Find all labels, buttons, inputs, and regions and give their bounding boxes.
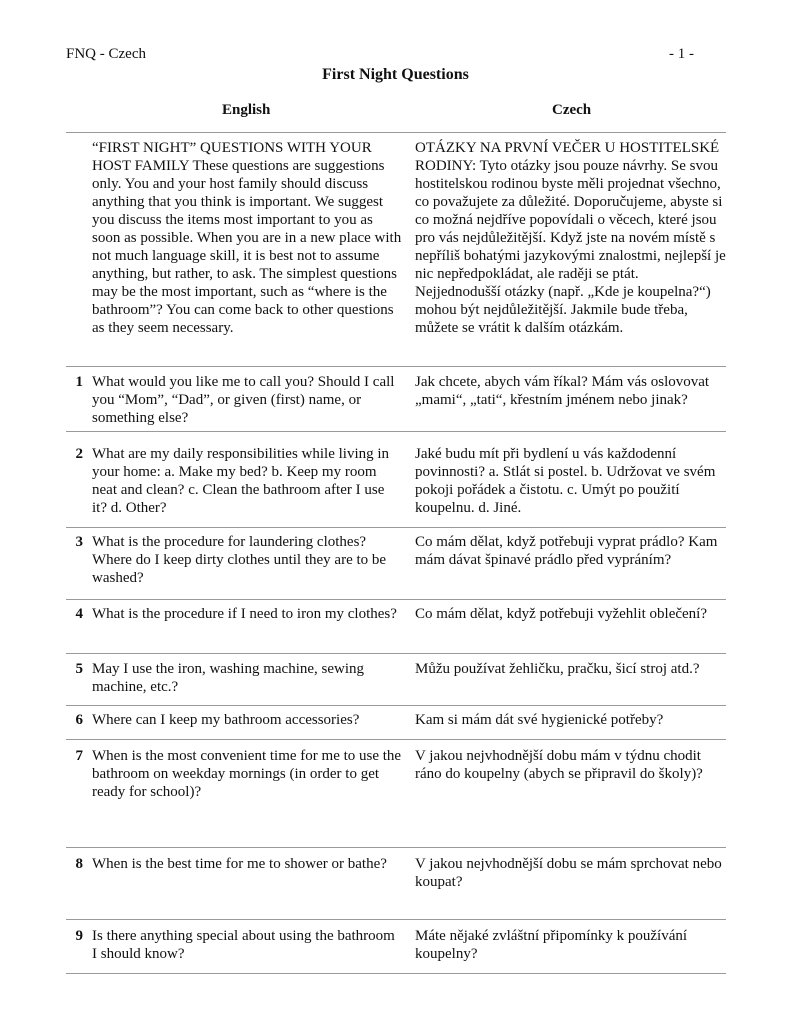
row-number: 1: [75, 374, 83, 390]
table-row-2: [66, 432, 726, 528]
table-row-8: [66, 848, 726, 920]
document-header-left: FNQ - Czech: [66, 46, 146, 62]
czech-text: Co mám dělat, když potřebuji vyžehlit oblečení?: [415, 606, 707, 622]
english-text: What are my daily responsibilities while living in your home: a. Make my bed? b. Keep my room neat and clean? c. Clean the bathroom after I use it? d. Other?: [92, 446, 390, 516]
czech-text: Můžu používat žehličku, pračku, šicí stroj atd.?: [415, 661, 700, 677]
czech-text: Máte nějaké zvláštní připomínky k používání koupelny?: [415, 928, 688, 962]
english-column-header: English: [222, 102, 271, 118]
czech-column-header: Czech: [552, 102, 592, 118]
row-number: 3: [75, 534, 83, 550]
table-row-intro: [66, 133, 726, 367]
czech-text: Co mám dělat, když potřebuji vyprat prádlo? Kam mám dávat špinavé prádlo před vypráním?: [415, 534, 718, 568]
table-row-3: [66, 528, 726, 600]
english-text: May I use the iron, washing machine, sewing machine, etc.?: [92, 661, 365, 695]
czech-text: Kam si mám dát své hygienické potřeby?: [415, 712, 664, 728]
table-row-9: [66, 920, 726, 974]
english-text: “FIRST NIGHT” QUESTIONS WITH YOUR HOST FAMILY These questions are suggestions only. You and your host family should discuss anything that you think is important. We suggest you discuss the items most important to you as soon as possible. When you are in a new place with not much language skill, it is best not to assume anything, but rather, to ask. The simplest questions may be the most important, such as “where is the bathroom”? You can come back to other questions as they seem necessary.: [92, 140, 402, 336]
czech-text: Jak chcete, abych vám říkal? Mám vás oslovovat „mami“, „tati“, křestním jménem nebo jinak?: [415, 374, 710, 408]
english-text: What would you like me to call you? Should I call you “Mom”, “Dad”, or given (first) name, or something else?: [92, 374, 395, 426]
table-row-4: [66, 600, 726, 654]
czech-text: OTÁZKY NA PRVNÍ VEČER U HOSTITELSKÉ RODINY: Tyto otázky jsou pouze návrhy. Se svou hostitelskou rodinou byste měli projednat všechno, co považujete za důležité. Doporučujeme, abyste si co možná nejdříve popovídali o věcech, které jsou pro vás nejdůležitější. Když jste na novém místě s nepříliš bohatými jazykovými znalostmi, nejlepší je nic nepředpokládat, ale raději se ptát. Nejjednodušší otázky (např. „Kde je koupelna?“) mohou být nejdůležitější. Jakmile bude třeba, můžete se vrátit k dalším otázkám.: [415, 140, 726, 336]
translation-table: [66, 132, 726, 974]
english-text: What is the procedure for laundering clothes? Where do I keep dirty clothes until they are to be washed?: [92, 534, 387, 586]
table-row-5: [66, 654, 726, 706]
table-row-1: [66, 367, 726, 432]
row-number: 6: [75, 712, 83, 728]
page-number: - 1 -: [669, 46, 694, 62]
row-number: 9: [75, 928, 83, 944]
english-text: Is there anything special about using the bathroom I should know?: [92, 928, 395, 962]
english-text: When is the best time for me to shower or bathe?: [92, 856, 387, 872]
row-number: 4: [75, 606, 83, 622]
document-title: First Night Questions: [322, 66, 469, 83]
english-text: When is the most convenient time for me to use the bathroom on weekday mornings (in order to get ready for school)?: [92, 748, 402, 800]
row-number: 7: [75, 748, 83, 764]
czech-text: Jaké budu mít při bydlení u vás každodenní povinnosti? a. Stlát si postel. b. Udržovat ve svém pokoji pořádek a čistotu. c. Umýt po použití koupelnu. d. Jiné.: [415, 446, 716, 516]
czech-text: V jakou nejvhodnější dobu mám v týdnu chodit ráno do koupelny (abych se připravil do školy)?: [415, 748, 703, 782]
row-number: 5: [75, 661, 83, 677]
english-text: What is the procedure if I need to iron my clothes?: [92, 606, 397, 622]
table-row-7: [66, 740, 726, 848]
row-number: 8: [75, 856, 83, 872]
table-row-6: [66, 706, 726, 740]
czech-text: V jakou nejvhodnější dobu se mám sprchovat nebo koupat?: [415, 856, 722, 890]
english-text: Where can I keep my bathroom accessories?: [92, 712, 360, 728]
row-number: 2: [75, 446, 83, 462]
